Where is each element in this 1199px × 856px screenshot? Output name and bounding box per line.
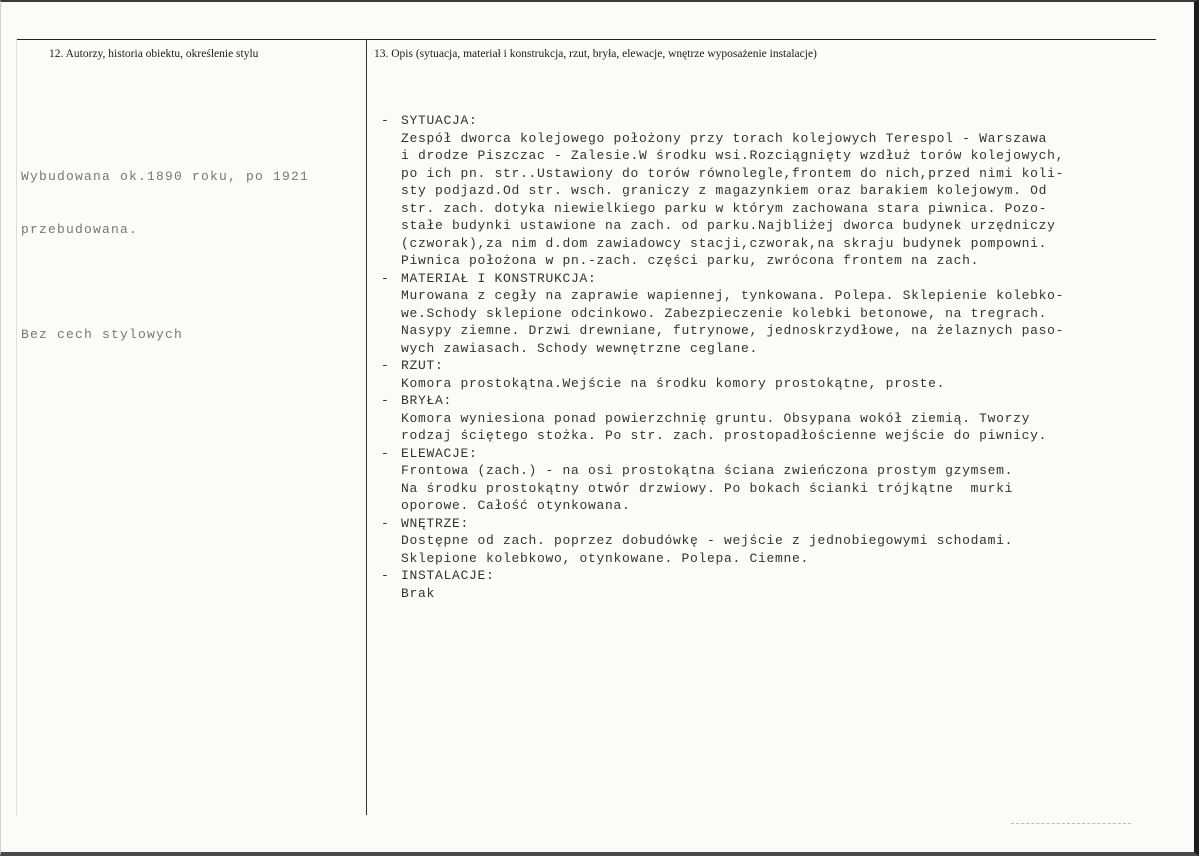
section-heading — [381, 515, 1064, 533]
section-heading — [381, 112, 1064, 130]
section-title: INSTALACJE: — [401, 568, 495, 583]
bullet-dash: - — [381, 445, 390, 461]
section-line: Dostępne od zach. poprzez dobudówkę - wejście z jednobiegowymi schodami. — [401, 533, 1014, 548]
section-heading — [381, 357, 1064, 375]
section-line: we.Schody sklepione odcinkowo. Zabezpieczenie kolebki betonowe, na tregrach. — [401, 305, 1048, 321]
section-heading — [381, 445, 1064, 463]
scan-mark — [1011, 823, 1131, 824]
section-line: sty podjazd.Od str. wsch. graniczy z magazynkiem oraz barakiem kolejowym. Od — [401, 183, 1048, 198]
section-line: oporowe. Całość otynkowana. — [401, 498, 631, 513]
section-heading — [381, 270, 1064, 288]
left-line: Bez cech stylowych — [21, 326, 184, 342]
section-title: ELEWACJE: — [401, 445, 478, 461]
bullet-dash: - — [381, 393, 390, 408]
left-column-text — [21, 133, 309, 378]
left-line: przebudowana. — [21, 221, 139, 237]
section-line: Frontowa (zach.) - na osi prostokątna ściana zwieńczona prostym gzymsem. — [401, 463, 1014, 478]
section-heading — [381, 567, 1064, 585]
section-line: Komora wyniesiona ponad powierzchnię gruntu. Obsypana wokół ziemią. Tworzy — [401, 410, 1031, 426]
section-line: Na środku prostokątny otwór drzwiowy. Po bokach ścianki trójkątne murki — [401, 480, 1014, 496]
table-top-rule — [16, 39, 1156, 40]
section-title: MATERIAŁ I KONSTRUKCJA: — [401, 270, 597, 286]
section-line: Sklepione kolebkowo, otynkowane. Polepa. Ciemne. — [401, 550, 810, 566]
section-heading — [381, 392, 1064, 410]
section-title: SYTUACJA: — [401, 113, 478, 128]
section-line: wych zawiasach. Schody wewnętrzne ceglane. — [401, 340, 759, 356]
section-line: Nasypy ziemne. Drzwi drewniane, futrynowe, jednoskrzydłowe, na żelaznych paso- — [401, 323, 1065, 338]
section-line: str. zach. dotyka niewielkiego parku w którym zachowana stara piwnica. Pozo- — [401, 200, 1048, 216]
section-line: Murowana z cegły na zaprawie wapiennej, tynkowana. Polepa. Sklepienie kolebko- — [401, 288, 1065, 303]
column-divider — [366, 39, 367, 815]
bullet-dash: - — [381, 568, 390, 583]
left-spacer — [21, 273, 309, 291]
section-line: Zespół dworca kolejowego położony przy torach kolejowych Terespol - Warszawa — [401, 130, 1048, 146]
left-line: Wybudowana ok.1890 roku, po 1921 — [21, 169, 310, 184]
section-title: RZUT: — [401, 358, 444, 373]
section-title: WNĘTRZE: — [401, 515, 470, 531]
section-line: (czworak),za nim d.dom zawiadowcy stacji,czworak,na skraju budynek pompowni. — [401, 235, 1048, 251]
bullet-dash: - — [381, 515, 390, 531]
left-column-edge — [16, 39, 17, 815]
bullet-dash: - — [381, 270, 390, 286]
section-title: BRYŁA: — [401, 393, 453, 408]
bullet-dash: - — [381, 113, 390, 128]
section-line: Brak — [401, 585, 436, 601]
section-line: Komora prostokątna.Wejście na środku komory prostokątne, proste. — [401, 375, 946, 391]
section-line: Piwnica położona w pn.-zach. części parku, zwrócona frontem na zach. — [401, 253, 980, 268]
bullet-dash: - — [381, 358, 390, 373]
section-line: po ich pn. str..Ustawiony do torów równolegle,frontem do nich,przed nimi koli- — [401, 165, 1065, 181]
header-description: 13. Opis (sytuacja, materiał i konstrukcja, rzut, bryła, elewacje, wnętrze wyposażenie instalacje) — [374, 48, 817, 60]
description-text — [381, 112, 1064, 602]
header-authors-history-style: 12. Autorzy, historia obiektu, określenie stylu — [49, 48, 259, 60]
section-line: rodzaj ściętego stożka. Po str. zach. prostopadłościenne wejście do piwnicy. — [401, 428, 1048, 443]
section-line: stałe budynki ustawione na zach. od parku.Najbliżej dworca budynek urzędniczy — [401, 218, 1056, 233]
section-line: i drodze Piszczac - Zalesie.W środku wsi.Rozciągnięty wzdłuż torów kolejowych, — [401, 148, 1065, 163]
